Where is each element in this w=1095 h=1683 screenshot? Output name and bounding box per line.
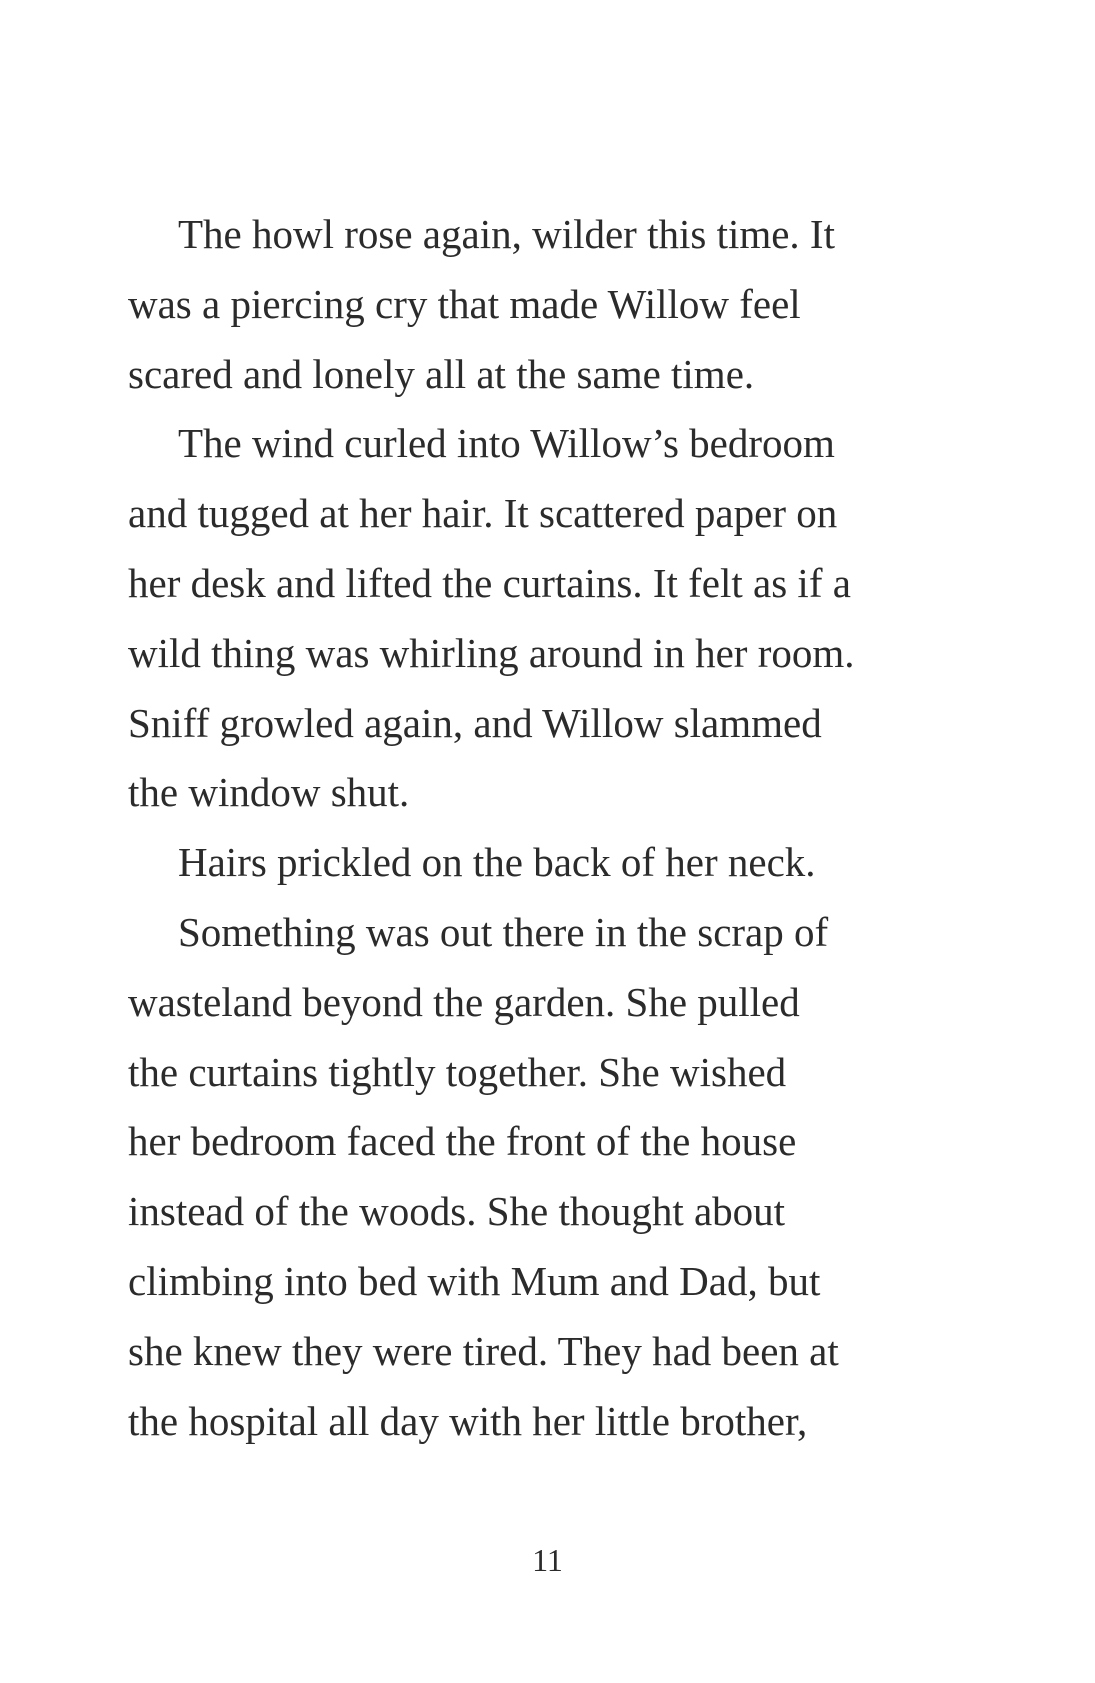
text-line: wild thing was whirling around in her room.: [128, 629, 855, 676]
page-number: 11: [532, 1542, 563, 1578]
text-line: was a piercing cry that made Willow feel: [128, 280, 801, 327]
text-line: Something was out there in the scrap of: [178, 908, 829, 955]
text-line: the curtains tightly together. She wished: [128, 1048, 787, 1095]
text-line: she knew they were tired. They had been at: [128, 1327, 839, 1374]
text-line: the window shut.: [128, 769, 410, 816]
text-line: her desk and lifted the curtains. It felt as if a: [128, 559, 851, 606]
text-line: The howl rose again, wilder this time. It: [178, 211, 835, 257]
text-line: Sniff growled again, and Willow slammed: [128, 699, 822, 746]
text-line: scared and lonely all at the same time.: [128, 350, 755, 397]
text-line: her bedroom faced the front of the house: [128, 1118, 797, 1165]
text-line: climbing into bed with Mum and Dad, but: [128, 1257, 821, 1304]
text-line: instead of the woods. She thought about: [128, 1188, 786, 1235]
text-line: wasteland beyond the garden. She pulled: [128, 978, 800, 1025]
text-line: The wind curled into Willow’s bedroom: [178, 420, 835, 467]
text-line: the hospital all day with her little brother,: [128, 1397, 808, 1444]
text-line: Hairs prickled on the back of her neck.: [178, 839, 816, 886]
text-line: and tugged at her hair. It scattered paper on: [128, 490, 838, 537]
body-text: [128, 200, 928, 1456]
